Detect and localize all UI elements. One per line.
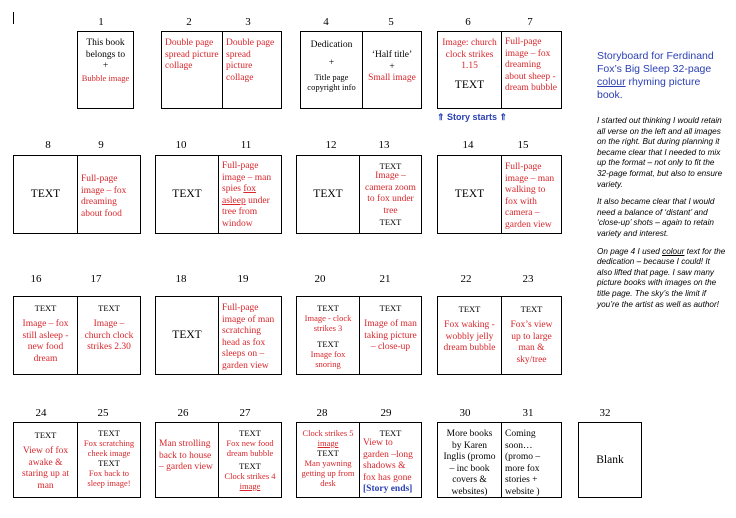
page-24-content [14,423,77,497]
page-12-content [297,156,359,233]
page-27-text-2: TEXT [239,461,261,471]
page-number-28: 28 [316,407,328,419]
page-number-20: 20 [314,273,326,285]
page-29-content [360,423,421,497]
page-6-text: TEXT [454,78,485,91]
page-28-content [297,423,359,497]
page-21-content [360,297,421,374]
page-number-7: 7 [527,16,533,28]
page-18-text: TEXT [172,329,202,341]
page-23-text: TEXT [520,304,543,314]
page-20-content [297,297,359,374]
page-4-content [301,32,362,108]
page-number-2: 2 [186,16,192,28]
page-number-5: 5 [388,16,394,28]
page-27-text-1: TEXT [239,428,261,438]
page-28-note-1-a: Clock strikes 5 [302,428,354,438]
story-starts-marker: ⇑ Story starts ⇑ [437,112,508,122]
page-1-line-2: belongs to [85,49,126,60]
page-12-text: TEXT [313,188,343,200]
page-2-note: Double page spread picture collage [165,38,219,71]
spread-box-4-5 [300,31,422,109]
storyboard-title-a: Storyboard for Ferdinand Fox’s Big Sleep 32-page [597,50,714,75]
page-20-image-note-2: Image fox snoring [310,349,346,369]
page-17-image-note: Image – church clock strikes 2.30 [84,319,134,352]
page-number-21: 21 [379,273,391,285]
page-19-content [219,297,281,374]
notes-paragraph-3-underlined: colour [662,246,685,256]
page-number-24: 24 [35,407,47,419]
page-25-image-note-2: Fox back to sleep image! [87,468,131,488]
page-30-content [438,423,501,497]
page-27-note-2-a: Clock strikes 4 [224,471,276,481]
page-number-15: 15 [517,139,529,151]
notes-paragraph-3-a: On page 4 I used [597,246,663,256]
page-9-note: Full-page image – fox dreaming about food [81,174,127,219]
page-number-13: 13 [378,139,390,151]
page-29-image-note: View to garden –long shadows & fox has gone [363,438,413,483]
page-number-27: 27 [239,407,251,419]
page-number-22: 22 [460,273,472,285]
page-15-content [502,156,561,233]
page-25-text-2: TEXT [98,458,120,468]
spread-box-30-31 [437,422,562,498]
page-box-1 [77,31,134,109]
page-25-content [78,423,140,497]
spread-box-20-21 [296,296,422,375]
page-6-content [438,32,501,108]
storyboard-title [597,50,727,102]
page-22-text: TEXT [458,304,481,314]
page-21-image-note: Image of man taking picture – close-up [364,319,417,352]
page-8-text: TEXT [30,188,61,200]
spread-box-26-27 [155,422,282,498]
page-16-text: TEXT [34,303,57,313]
page-9-content [78,156,140,233]
spread-box-16-17 [13,296,141,375]
page-8-content [14,156,77,233]
page-2-content [162,32,222,108]
page-number-1: 1 [98,16,104,28]
page-31-note: Coming soon… (promo – more fox stories + website ) [505,429,541,497]
page-5-plus: + [389,61,395,72]
page-4-plus: + [328,57,335,68]
page-30-note: More books by Karen Inglis (promo – inc book covers & websites) [443,429,496,497]
page-19-note: Full-page image of man scratching head as fox sleeps on – garden view [222,303,275,371]
page-26-note: Man strolling back to house – garden view [159,439,213,472]
page-number-9: 9 [98,139,104,151]
page-11-note-b: under tree from window [222,195,270,229]
page-22-content [438,297,501,374]
page-number-3: 3 [245,16,251,28]
spread-box-6-7 [437,31,562,109]
spread-box-22-23 [437,296,562,375]
page-23-image-note: Fox’s view up to large man & sky/tree [510,320,553,365]
page-11-content [219,156,281,233]
page-3-note: Double page spread picture collage [226,38,275,83]
page-number-31: 31 [522,407,534,419]
page-1-line-1: This book [86,38,125,48]
page-11-note-underlined: fox asleep [222,184,257,206]
page-24-text: TEXT [34,430,57,440]
storyboard-title-b: rhyming picture book. [597,76,701,101]
notes-paragraph-1: I started out thinking I would retain all verse on the left and all images on the right. But during planning it became clear that I needed to mix up the format – not only to fit the 32-page format, but also to ensure variety. [597,116,723,189]
notes-paragraph-2: It also became clear that I would need a balance of ‘distant’ and ‘close-up’ shots – again to retain variety and interest. [597,197,715,238]
page-17-content [78,297,140,374]
page-number-17: 17 [90,273,102,285]
page-14-content [438,156,501,233]
page-26-content [156,423,218,497]
page-28-image-note-2: Man yawning getting up from desk [301,458,355,488]
page-number-10: 10 [175,139,187,151]
page-number-25: 25 [97,407,109,419]
page-18-content [156,297,218,374]
page-number-12: 12 [325,139,337,151]
spread-box-10-11 [155,155,282,234]
page-10-text: TEXT [172,188,202,200]
page-number-4: 4 [323,16,329,28]
page-number-26: 26 [177,407,189,419]
page-32-blank: Blank [596,453,624,466]
page-number-11: 11 [240,139,252,151]
spread-box-14-15 [437,155,562,234]
page-21-text: TEXT [379,303,402,313]
page-17-text: TEXT [98,303,120,313]
page-7-content [502,32,561,108]
page-28-text: TEXT [317,448,339,458]
storyboard-notes [597,50,727,310]
page-4-title-page-note: Title page copyright info [307,72,356,92]
page-number-23: 23 [522,273,534,285]
page-4-dedication: Dedication [310,40,353,50]
story-ends-marker: [Story ends] [363,484,413,494]
page-24-image-note: View of fox awake & staring up at man [22,446,69,491]
notes-paragraph-3 [597,247,727,311]
page-25-text-1: TEXT [98,428,120,438]
page-6-image-note: Image: church clock strikes 1.15 [442,38,497,71]
spread-box-24-25 [13,422,141,498]
page-1-content [78,32,133,108]
spread-box-2-3 [161,31,282,109]
page-29-text: TEXT [379,428,402,438]
text-cursor [13,12,14,24]
page-27-image-note-1: Fox new food dream bubble [226,438,274,458]
page-16-content [14,297,77,374]
page-23-content [502,297,561,374]
spread-box-18-19 [155,296,282,375]
page-22-image-note: Fox waking - wobbly jelly dream bubble [443,320,496,353]
page-number-16: 16 [30,273,42,285]
page-27-image-note-2 [222,471,278,491]
page-20-image-note-1: Image - clock strikes 3 [304,313,352,333]
spread-box-28-29 [296,422,422,498]
page-number-19: 19 [237,273,249,285]
page-27-content [219,423,281,497]
page-13-image-note: Image – camera zoom to fox under tree [365,171,416,216]
page-number-30: 30 [459,407,471,419]
page-20-text-1: TEXT [317,303,339,313]
page-28-image-note-1 [300,428,356,448]
page-number-18: 18 [175,273,187,285]
page-5-content [363,32,421,108]
spread-box-12-13 [296,155,422,234]
page-10-content [156,156,218,233]
page-25-image-note-1: Fox scratching cheek image [83,438,135,458]
page-13-text-bottom: TEXT [379,217,402,227]
page-5-half-title: ‘Half title’ [371,50,413,60]
page-1-image-note: Bubble image [81,72,130,83]
page-5-small-image: Small image [368,73,416,83]
page-13-content [360,156,421,233]
page-16-image-note: Image – fox still asleep - new food dream [22,319,69,364]
page-number-29: 29 [380,407,392,419]
page-box-32 [578,422,642,498]
page-13-text-top: TEXT [379,161,402,171]
page-32-content [579,423,641,497]
page-15-note: Full-page image – man walking to fox with camera – garden view [505,162,555,230]
notes-paragraph-3-b: text for the dedication – because I could! It also lifted that page. I saw many picture books with images on the title page. The sky’s the limit if you’re the artist as well as author! [597,246,726,309]
page-1-plus: + [102,61,109,71]
storyboard-title-underlined: colour [597,76,626,88]
page-number-8: 8 [45,139,51,151]
page-27-note-2-underlined: image [239,481,261,491]
page-14-text: TEXT [454,188,485,200]
page-11-note [222,161,278,230]
page-11-note-a: Full-page image – man spies [222,161,272,194]
page-number-32: 32 [599,407,611,419]
page-28-note-1-underlined: image [317,438,339,448]
spread-box-8-9 [13,155,141,234]
page-7-note: Full-page image – fox dreaming about sheep - dream bubble [505,37,557,93]
page-31-content [502,423,561,497]
page-20-text-2: TEXT [317,339,339,349]
page-number-14: 14 [462,139,474,151]
page-number-6: 6 [465,16,471,28]
page-3-content [223,32,281,108]
